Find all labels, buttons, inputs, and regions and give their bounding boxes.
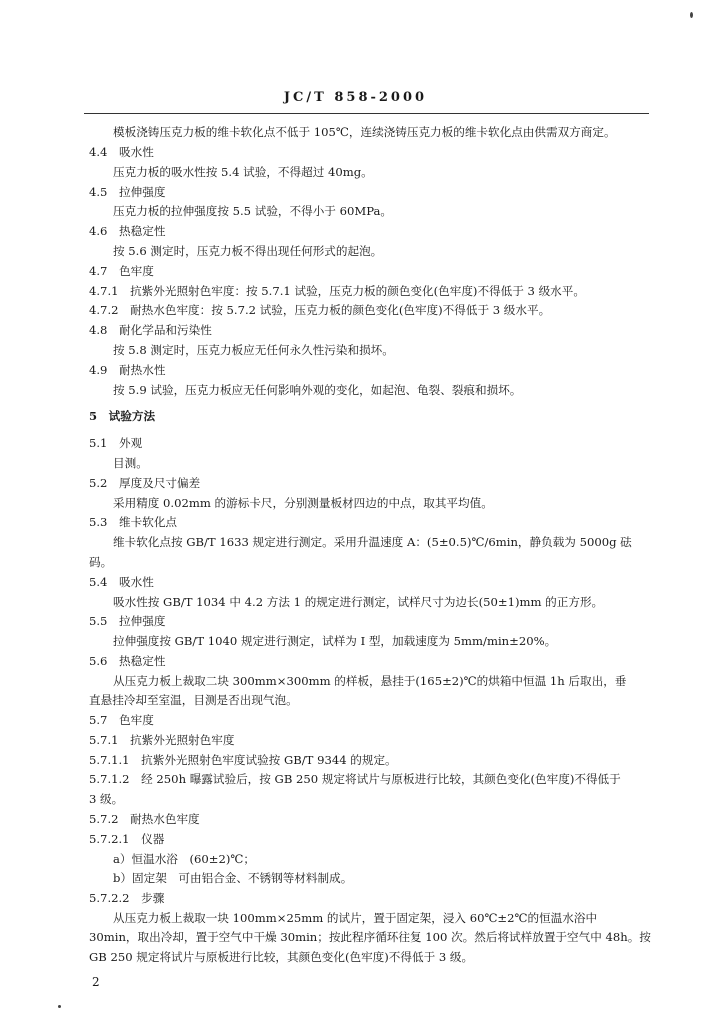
text-line: 压克力板的吸水性按 5.4 试验，不得超过 40mg。 <box>113 165 373 179</box>
text-line: 压克力板的拉伸强度按 5.5 试验，不得小于 60MPa。 <box>113 204 392 218</box>
text-line: GB 250 规定将试片与原板进行比较，其颜色变化(色牢度)不得低于 3 级。 <box>89 950 474 964</box>
list-item: b）固定架 可由铝合金、不锈钢等材料制成。 <box>113 871 353 885</box>
text-line: 从压克力板上裁取二块 300mm×300mm 的样板，悬挂于(165±2)℃的烘箱中恒温 1h 后取出，垂 <box>113 674 627 688</box>
header-rule <box>84 113 649 114</box>
section-heading: 5.5 拉伸强度 <box>89 614 166 628</box>
text-line: 4.7.2 耐热水色牢度：按 5.7.2 试验，压克力板的颜色变化(色牢度)不得低于 3 级水平。 <box>89 303 551 317</box>
text-line: 按 5.9 试验，压克力板应无任何影响外观的变化，如起泡、龟裂、裂痕和损坏。 <box>113 383 522 397</box>
text-line: 5.7.1.2 经 250h 曝露试验后，按 GB 250 规定将试片与原板进行比较，其颜色变化(色牢度)不得低于 <box>89 772 621 786</box>
section-heading: 4.5 拉伸强度 <box>89 185 166 199</box>
list-item: a）恒温水浴 (60±2)℃； <box>113 852 255 866</box>
text-line: 拉伸强度按 GB/T 1040 规定进行测定，试样为 I 型，加载速度为 5mm/min±20%。 <box>113 634 557 648</box>
text-line: 5.7.1.1 抗紫外光照射色牢度试验按 GB/T 9344 的规定。 <box>89 753 397 767</box>
chapter-heading: 5 试验方法 <box>89 409 156 423</box>
section-heading: 5.7.2.1 仪器 <box>89 832 165 846</box>
section-heading: 5.2 厚度及尺寸偏差 <box>89 476 201 490</box>
section-heading: 4.9 耐热水性 <box>89 363 166 377</box>
section-heading: 5.7.2 耐热水色牢度 <box>89 812 200 826</box>
section-heading: 5.3 维卡软化点 <box>89 515 178 529</box>
text-line: 码。 <box>89 555 113 569</box>
text-line: 吸水性按 GB/T 1034 中 4.2 方法 1 的规定进行测定，试样尺寸为边长(50±1)mm 的正方形。 <box>113 595 604 609</box>
text-line: 从压克力板上裁取一块 100mm×25mm 的试片，置于固定架，浸入 60℃±2℃的恒温水浴中 <box>113 911 598 925</box>
scan-speck <box>58 1005 61 1008</box>
section-heading: 5.7 色牢度 <box>89 713 154 727</box>
section-heading: 4.7 色牢度 <box>89 264 154 278</box>
text-line: 模板浇铸压克力板的维卡软化点不低于 105℃，连续浇铸压克力板的维卡软化点由供需双方商定。 <box>113 125 616 139</box>
section-heading: 4.6 热稳定性 <box>89 224 166 238</box>
text-line: 30min，取出冷却，置于空气中干燥 30min；按此程序循环往复 100 次。然后将试样放置于空气中 48h。按 <box>89 930 651 944</box>
section-heading: 5.1 外观 <box>89 436 143 450</box>
text-line: 采用精度 0.02mm 的游标卡尺，分别测量板材四边的中点，取其平均值。 <box>113 496 493 510</box>
section-heading: 5.4 吸水性 <box>89 575 154 589</box>
scan-speck <box>690 12 693 18</box>
section-heading: 5.7.1 抗紫外光照射色牢度 <box>89 733 235 747</box>
text-line: 按 5.8 测定时，压克力板应无任何永久性污染和损坏。 <box>113 343 394 357</box>
section-heading: 4.8 耐化学品和污染性 <box>89 323 212 337</box>
standard-code-header: JC/T 858-2000 <box>283 90 428 105</box>
text-line: 直悬挂冷却至室温，目测是否出现气泡。 <box>89 693 298 707</box>
section-heading: 5.7.2.2 步骤 <box>89 891 165 905</box>
section-heading: 4.4 吸水性 <box>89 145 154 159</box>
text-line: 目测。 <box>113 456 148 470</box>
text-line: 按 5.6 测定时，压克力板不得出现任何形式的起泡。 <box>113 244 383 258</box>
page-number: 2 <box>92 975 100 989</box>
text-line: 4.7.1 抗紫外光照射色牢度：按 5.7.1 试验，压克力板的颜色变化(色牢度)不得低于 3 级水平。 <box>89 284 585 298</box>
text-line: 维卡软化点按 GB/T 1633 规定进行测定。采用升温速度 A：(5±0.5)℃/6min，静负载为 5000g 砝 <box>113 535 632 549</box>
text-line: 3 级。 <box>89 792 124 806</box>
section-heading: 5.6 热稳定性 <box>89 654 166 668</box>
